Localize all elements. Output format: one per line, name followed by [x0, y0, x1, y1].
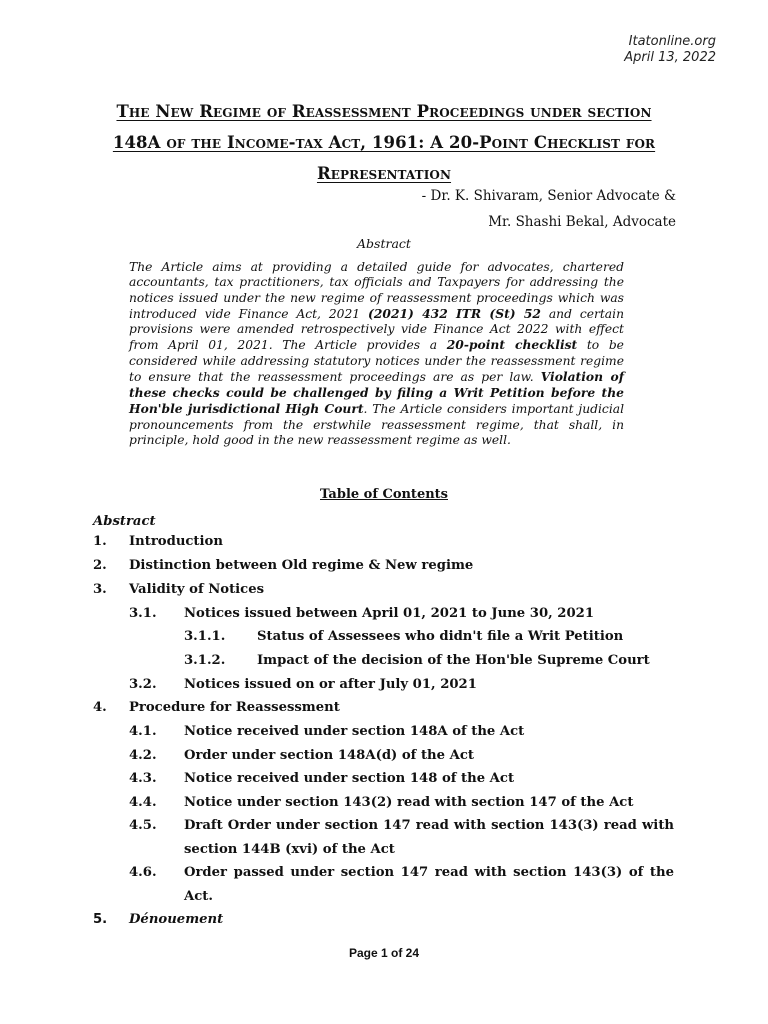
toc-text: Order passed under section 147 read with section 143(3) of the Act.: [184, 865, 674, 904]
page-header: [624, 34, 716, 66]
site-name: Itatonline.org: [628, 34, 716, 49]
toc-number: 4.6.: [129, 865, 157, 880]
title-line-2: 148A of the Income-tax Act, 1961: A 20-Point Checklist for: [112, 133, 656, 152]
title-line-1: The New Regime of Reassessment Proceedings under section: [116, 102, 652, 121]
toc-text: Notice received under section 148A of the Act: [184, 724, 525, 739]
toc-text: Notices issued between April 01, 2021 to June 30, 2021: [184, 606, 595, 621]
toc-text: Distinction between Old regime & New regime: [129, 558, 474, 573]
toc-text: Draft Order under section 147 read with section 143(3) read with section 144B (xvi) of the Act: [184, 818, 674, 857]
abstract-text-3: to be considered while addressing statutory notices under the reassessment regime to ensure that the reassessment proceedings are as per law.: [129, 338, 624, 384]
toc-number: 4.4.: [129, 795, 157, 810]
publish-date: April 13, 2022: [624, 50, 716, 65]
toc-text: Impact of the decision of the Hon'ble Supreme Court: [257, 653, 650, 668]
page-number: Page 1 of 24: [348, 946, 420, 960]
toc-text: Dénouement: [129, 912, 224, 927]
abstract-text-1: The Article aims at providing a detailed guide for advocates, chartered accountants, tax practitioners, tax officials and Taxpayers for addressing the notices issued under the new regime of reassessment proceedings which was introduced vide Finance Act, 2021: [129, 260, 624, 321]
abstract-citation: (2021) 432 ITR (St) 52: [368, 305, 541, 321]
abstract-text-4: . The Article considers important judicial pronouncements from the erstwhile reassessment regime, that shall, in principle, hold good in the new reassessment regime as well.: [129, 402, 625, 447]
toc-text: Notice under section 143(2) read with section 147 of the Act: [184, 795, 634, 810]
abstract-checklist-emphasis: 20-point checklist: [446, 337, 578, 353]
toc-number: 4.3.: [129, 771, 157, 786]
author-line-1: - Dr. K. Shivaram, Senior Advocate &: [421, 188, 676, 204]
toc-heading: Table of Contents: [320, 487, 448, 502]
article-title: [80, 96, 688, 189]
toc-number: 3.1.2.: [184, 653, 226, 668]
abstract-body: [129, 260, 624, 448]
author-line-2: Mr. Shashi Bekal, Advocate: [488, 214, 676, 230]
toc-number: 4.1.: [129, 724, 157, 739]
toc-number: 4.5.: [129, 818, 157, 833]
toc-text: Notices issued on or after July 01, 2021: [184, 677, 477, 692]
toc-item[interactable]: [0, 861, 768, 909]
toc-number: 2.: [93, 558, 107, 573]
abstract-writ-emphasis: Violation of these checks could be challenged by filing a Writ Petition before the Hon'ble jurisdictional High Court: [129, 368, 624, 417]
toc-abstract[interactable]: Abstract: [93, 514, 156, 529]
toc-number: 4.: [93, 700, 107, 715]
authors-block: [422, 183, 676, 235]
toc-text: Validity of Notices: [129, 582, 265, 597]
toc-text: Introduction: [129, 534, 223, 549]
toc-number: 1.: [93, 534, 107, 549]
abstract-heading: Abstract: [357, 236, 411, 251]
toc-number: 3.1.1.: [184, 629, 226, 644]
toc-number: 3.: [93, 582, 107, 597]
toc-text: Procedure for Reassessment: [129, 700, 340, 715]
toc-text: Order under section 148A(d) of the Act: [184, 748, 474, 763]
toc-text: Notice received under section 148 of the Act: [184, 771, 515, 786]
toc-item[interactable]: [0, 814, 768, 862]
title-line-3: Representation: [316, 164, 452, 183]
abstract-text-2: and certain provisions were amended retrospectively vide Finance Act 2022 with effect from April 01, 2021. The Article provides a: [129, 306, 624, 353]
toc-number: 5.: [93, 912, 108, 927]
toc-number: 4.2.: [129, 748, 157, 763]
toc-number: 3.2.: [129, 677, 157, 692]
toc-number: 3.1.: [129, 606, 157, 621]
toc-text: Status of Assessees who didn't file a Writ Petition: [257, 629, 624, 644]
